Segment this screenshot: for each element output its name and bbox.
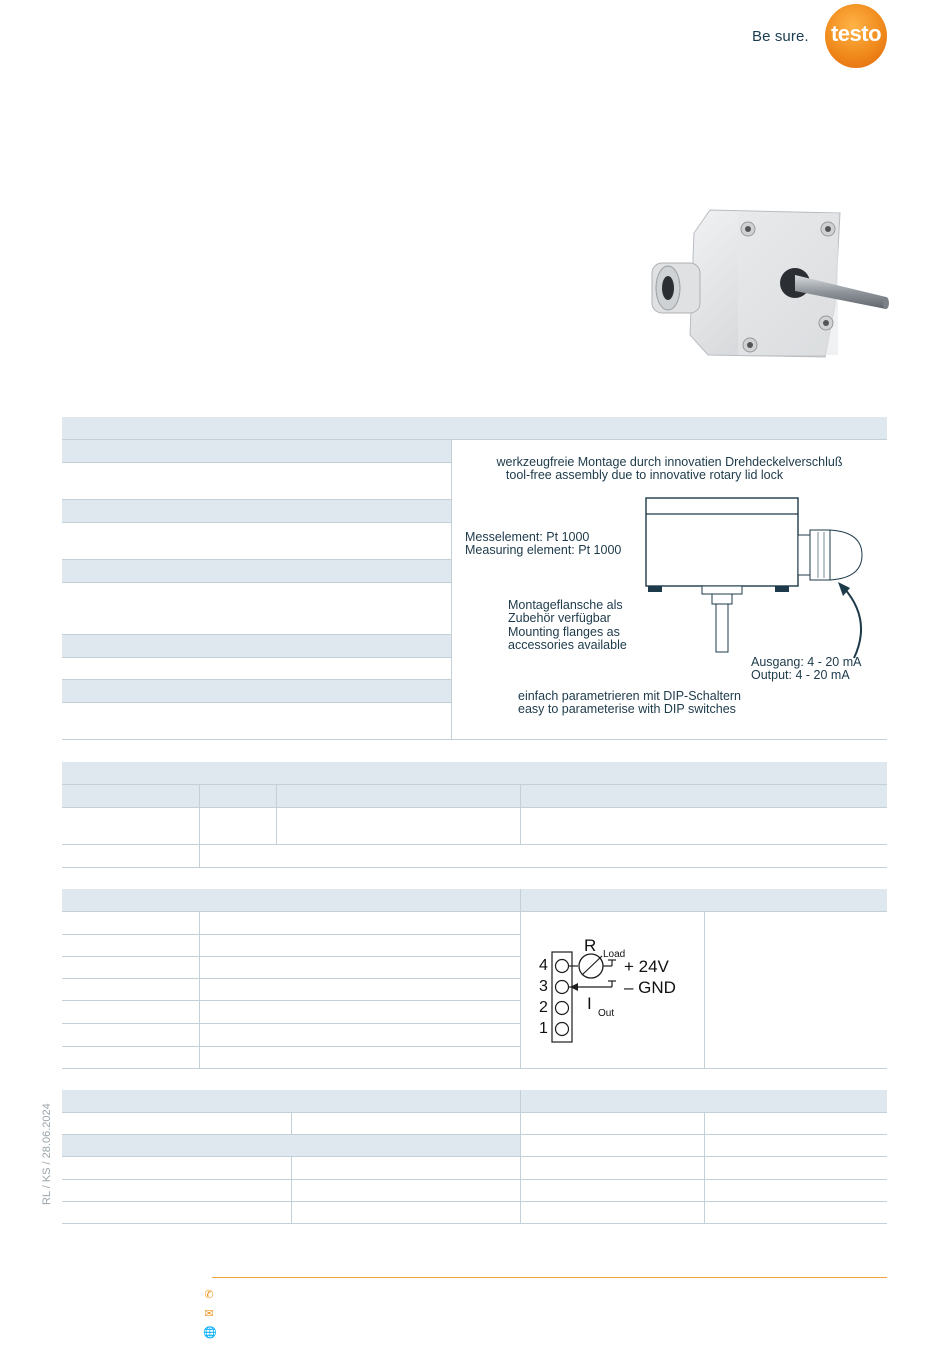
wiring-24v-label: + 24V	[624, 957, 669, 976]
globe-icon: 🌐	[203, 1327, 217, 1339]
divider	[704, 1113, 705, 1224]
divider	[199, 785, 200, 807]
divider	[520, 808, 521, 844]
divider	[62, 1179, 887, 1180]
wiring-i-label: I	[587, 994, 592, 1013]
section-header-4b	[521, 1090, 887, 1113]
product-photo	[650, 205, 895, 365]
label-toolfree-en: tool-free assembly due to innovative rotary lid lock	[505, 468, 784, 482]
wiring-r-label: R	[584, 936, 597, 955]
divider	[291, 1157, 292, 1224]
divider	[62, 978, 520, 979]
row-header	[62, 635, 451, 658]
brand-tagline: Be sure.	[752, 28, 809, 45]
mail-icon: ✉	[204, 1308, 214, 1320]
section-header-1	[62, 417, 887, 440]
section-header-2	[62, 762, 887, 785]
sensor-drawing	[640, 490, 880, 660]
divider	[62, 1223, 887, 1224]
logo-word: testo	[830, 21, 882, 46]
divider	[276, 785, 277, 807]
label-flange-en1: Mounting flanges as	[508, 625, 620, 639]
divider	[704, 912, 705, 1069]
section-header-3a	[62, 889, 520, 912]
label-flange-de2: Zubehör verfügbar	[508, 611, 611, 625]
wiring-out-label: Out	[598, 1008, 615, 1019]
wiring-pin-4: 4	[539, 957, 548, 974]
divider	[62, 844, 887, 845]
column-header-row	[62, 785, 887, 808]
label-toolfree-de: werkzeugfreie Montage durch innovatien Drehdeckelverschluß	[496, 455, 843, 469]
divider	[62, 1068, 887, 1069]
wiring-load-label: Load	[603, 949, 626, 960]
label-element-de: Messelement: Pt 1000	[465, 530, 590, 544]
label-element-en: Measuring element: Pt 1000	[465, 543, 622, 557]
label-dip-de: einfach parametrieren mit DIP-Schaltern	[518, 689, 742, 703]
section-header-4a	[62, 1090, 520, 1113]
label-output-en: Output: 4 - 20 mA	[751, 668, 850, 682]
phone-icon: ✆	[204, 1289, 214, 1301]
row-header	[62, 680, 451, 703]
divider	[62, 1023, 520, 1024]
label-dip-en: easy to parameterise with DIP switches	[518, 702, 736, 716]
divider	[199, 808, 200, 867]
brand-logo	[752, 4, 892, 70]
divider	[451, 440, 452, 740]
divider	[62, 867, 887, 868]
divider	[520, 785, 521, 807]
divider	[520, 1090, 521, 1224]
label-flange-en2: accessories available	[508, 638, 627, 652]
label-output-de: Ausgang: 4 - 20 mA	[751, 655, 862, 669]
wiring-pin-2: 2	[539, 999, 548, 1016]
divider	[62, 934, 520, 935]
wiring-pin-3: 3	[539, 978, 548, 995]
divider	[62, 1046, 520, 1047]
divider	[62, 956, 520, 957]
section-subheader-4	[62, 1135, 520, 1157]
footer-rule	[212, 1277, 887, 1278]
divider	[291, 1113, 292, 1134]
section-header-3b	[521, 889, 887, 912]
divider	[520, 889, 521, 1069]
wiring-gnd-label: – GND	[624, 978, 676, 997]
divider	[521, 1156, 887, 1157]
divider	[62, 1000, 520, 1001]
divider	[276, 808, 277, 844]
wiring-pin-1: 1	[539, 1020, 548, 1037]
row-header	[62, 500, 451, 523]
divider	[62, 739, 887, 740]
row-header	[62, 440, 451, 463]
divider	[62, 1201, 887, 1202]
label-flange-de1: Montageflansche als	[508, 598, 623, 612]
side-stamp: RL / KS / 28.06.2024	[41, 1103, 53, 1205]
row-header	[62, 560, 451, 583]
